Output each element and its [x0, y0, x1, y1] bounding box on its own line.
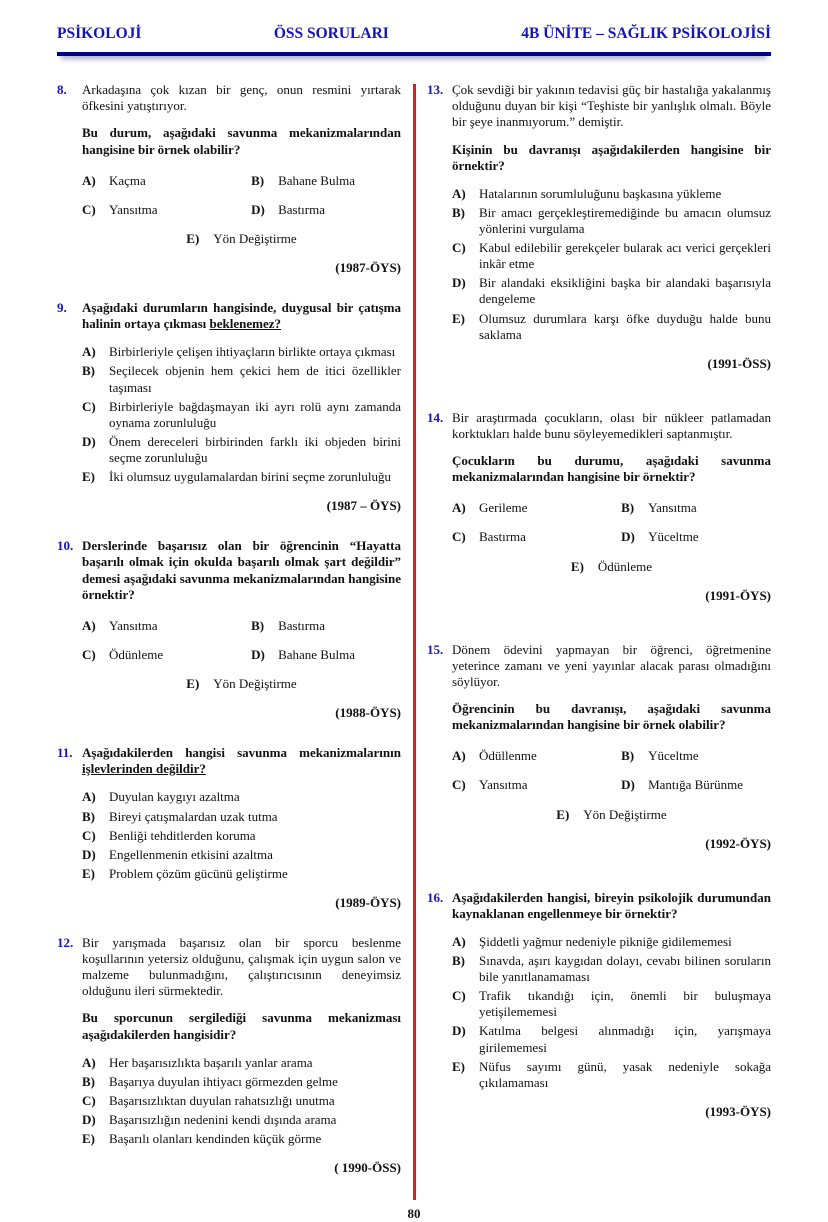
option-text: Başarısızlıktan duyulan rahatsızlığı unutma	[109, 1092, 335, 1108]
option-letter: B)	[82, 1073, 95, 1089]
option-d	[82, 847, 401, 863]
question-body	[452, 642, 771, 852]
option-letter: B)	[621, 500, 635, 516]
option-letter: D)	[82, 846, 96, 862]
option-d	[82, 1112, 401, 1128]
option-text: Duyulan kaygıyı azaltma	[109, 789, 240, 805]
option-text: Bireyi çatışmalardan uzak tutma	[109, 808, 278, 824]
header-left-title: PSİKOLOJİ	[57, 25, 142, 42]
option-letter: B)	[251, 617, 265, 633]
option-c	[82, 647, 251, 663]
option-b	[82, 809, 401, 825]
option-text: Yansıtma	[648, 500, 697, 516]
question-number: 8.	[57, 82, 67, 98]
option-letter: D)	[251, 201, 265, 217]
option-letter: E)	[186, 230, 200, 246]
option-letter: A)	[452, 185, 466, 201]
option-letter: E)	[452, 1058, 465, 1074]
option-letter: E)	[186, 675, 200, 691]
year-tag: (1991-ÖSS)	[707, 355, 771, 371]
options	[452, 748, 771, 822]
option-c	[82, 1093, 401, 1109]
option-text: Kabul edilebilir gerekçeler bularak acı verici gerçekleri inkâr etme	[479, 240, 771, 272]
option-letter: A)	[452, 748, 466, 764]
option-text: Başarılı olanları kendinden küçük görme	[109, 1131, 322, 1147]
option-letter: A)	[82, 789, 96, 805]
option-d	[621, 529, 771, 545]
option-letter: E)	[452, 310, 465, 326]
option-c	[452, 240, 771, 272]
option-letter: D)	[621, 529, 635, 545]
header-right-title: 4B ÜNİTE – SAĞLIK PSİKOLOJİSİ	[521, 25, 771, 42]
option-text: Kaçma	[109, 172, 146, 188]
option-text: Her başarısızlıkta başarılı yanlar arama	[109, 1054, 313, 1070]
page-header	[57, 24, 771, 56]
option-text: Başarıya duyulan ihtiyacı görmezden gelme	[109, 1073, 338, 1089]
option-letter: E)	[82, 865, 95, 881]
option-b	[621, 748, 771, 764]
option-text: Sınavda, aşırı kaygıdan dolayı, cevabı bilinen soruların bile yanıtlanamaması	[479, 953, 771, 985]
question-number: 15.	[427, 641, 444, 657]
option-text: Nüfus sayımı günü, yasak nedeniyle sokağa çıkılamaması	[479, 1058, 771, 1090]
option-letter: E)	[570, 558, 584, 574]
question-number: 9.	[57, 300, 67, 316]
question-prompt	[82, 125, 401, 157]
question-10	[57, 538, 401, 721]
question-prompt	[82, 745, 401, 777]
option-text: Yansıtma	[109, 201, 158, 217]
option-a	[452, 934, 771, 950]
option-c	[452, 529, 621, 545]
option-e	[452, 559, 771, 575]
prompt-text: Kişinin bu davranışı aşağıdakilerden hangisine bir örnektir?	[452, 141, 771, 173]
prompt-text: Derslerinde başarısız olan bir öğrencinin “Hayatta başarılı olmak için okulda başarılı olmak şart değildir” demesi aşağıdaki savunma mekanizmalarından hangisine örnektir?	[82, 538, 401, 602]
option-d	[621, 777, 771, 793]
question-number: 16.	[427, 889, 444, 905]
option-a	[452, 748, 621, 764]
options	[452, 500, 771, 574]
question-14	[427, 410, 771, 604]
question-prompt	[452, 453, 771, 485]
option-text: Yüceltme	[648, 529, 699, 545]
question-intro: Çok sevdiği bir yakının tedavisi güç bir hastalığa yakalanmış olduğunu duyan bir kişi “Teşhiste bir yanlışlık olmalı. Böyle bir şeye inanmıyorum.” demiştir.	[452, 82, 771, 130]
option-letter: C)	[452, 777, 466, 793]
option-text: Trafik tıkandığı için, önemli bir buluşmaya yetişilememesi	[479, 988, 771, 1020]
option-letter: A)	[82, 1054, 96, 1070]
option-text: Yansıtma	[109, 617, 158, 633]
option-letter: B)	[621, 748, 635, 764]
prompt-text: Çocukların bu durumu, aşağıdaki savunma mekanizmalarından hangisine bir örnektir?	[452, 453, 771, 485]
question-prompt	[82, 1010, 401, 1042]
option-a	[82, 344, 401, 360]
question-body	[82, 935, 401, 1176]
option-letter: A)	[82, 344, 96, 360]
option-text: Yansıtma	[479, 777, 528, 793]
option-d	[82, 434, 401, 466]
option-text: Yön Değiştirme	[213, 230, 297, 246]
option-text: Bahane Bulma	[278, 646, 355, 662]
question-9	[57, 300, 401, 514]
year-tag: (1992-ÖYS)	[705, 835, 771, 851]
option-e	[452, 1059, 771, 1091]
option-text: Olumsuz durumlara karşı öfke duyduğu halde bunu saklama	[479, 310, 771, 342]
option-text: Yön Değiştirme	[213, 675, 297, 691]
option-text: Ödünleme	[597, 558, 653, 574]
option-text: Başarısızlığın nedenini kendi dışında arama	[109, 1112, 337, 1128]
option-letter: D)	[82, 1112, 96, 1128]
option-text: Birbirleriyle bağdaşmayan iki ayrı rolü aynı zamanda oynama zorunluluğu	[109, 398, 401, 430]
question-prompt	[82, 300, 401, 332]
option-letter: D)	[82, 433, 96, 449]
question-prompt	[452, 142, 771, 174]
prompt-text: Bu durum, aşağıdaki savunma mekanizmalarından hangisine bir örnek olabilir?	[82, 125, 401, 157]
option-letter: A)	[82, 617, 96, 633]
option-b	[452, 953, 771, 985]
option-e	[82, 469, 401, 485]
option-letter: E)	[82, 469, 95, 485]
option-text: Bastırma	[278, 201, 325, 217]
option-letter: B)	[452, 204, 465, 220]
question-body	[452, 890, 771, 1120]
option-text: Bastırma	[479, 529, 526, 545]
question-intro: Bir araştırmada çocukların, olası bir nükleer patlamadan korktukları halde bunu söyleyemedikleri saptanmıştır.	[452, 409, 771, 441]
option-text: Ödünleme	[109, 646, 164, 662]
prompt-text: Öğrencinin bu davranışı, aşağıdaki savunma mekanizmalarından hangisine bir örnek olabilir?	[452, 701, 771, 733]
option-e	[452, 807, 771, 823]
option-b	[452, 205, 771, 237]
question-body	[452, 410, 771, 604]
option-text: Bahane Bulma	[278, 172, 355, 188]
option-a	[452, 500, 621, 516]
option-letter: C)	[82, 646, 96, 662]
option-text: Gerileme	[479, 500, 528, 516]
option-text: Önem dereceleri birbirinden farklı iki objeden birini seçme zorunluluğu	[109, 433, 401, 465]
right-column	[427, 82, 771, 1200]
option-text: Ödüllenme	[479, 748, 537, 764]
option-d	[251, 647, 401, 663]
option-letter: B)	[251, 172, 265, 188]
option-letter: E)	[556, 806, 570, 822]
question-intro: Arkadaşına çok kızan bir genç, onun resmini yırtarak öfkesini yatıştırıyor.	[82, 82, 401, 114]
options	[452, 934, 771, 1091]
question-intro: Dönem ödevini yapmayan bir öğrenci, öğretmenine yeterince zamanı ve yeni yayınlar alacak parası olmadığını söylüyor.	[452, 641, 771, 689]
option-letter: B)	[82, 363, 95, 379]
header-center-title: ÖSS SORULARI	[273, 25, 389, 42]
option-letter: C)	[452, 529, 466, 545]
option-e	[82, 231, 401, 247]
option-letter: E)	[82, 1131, 95, 1147]
option-text: Şiddetli yağmur nedeniyle pikniğe gidilememesi	[479, 933, 732, 949]
option-text: Mantığa Bürünme	[648, 777, 744, 793]
question-12	[57, 935, 401, 1176]
option-text: Yön Değiştirme	[583, 806, 667, 822]
option-d	[251, 202, 401, 218]
option-text: Hatalarının sorumluluğunu başkasına yükleme	[479, 185, 722, 201]
option-c	[452, 777, 621, 793]
option-a	[82, 173, 251, 189]
option-letter: A)	[452, 500, 466, 516]
options	[82, 173, 401, 247]
prompt-underlined-text: beklenemez?	[209, 316, 281, 332]
option-letter: C)	[82, 827, 96, 843]
option-letter: A)	[82, 172, 96, 188]
option-c	[82, 399, 401, 431]
option-d	[452, 275, 771, 307]
option-c	[82, 828, 401, 844]
option-b	[82, 363, 401, 395]
option-text: Bir alandaki eksikliğini başka bir alandaki başarısıyla dengeleme	[479, 275, 771, 307]
prompt-text: Aşağıdakilerden hangisi savunma mekanizmalarının	[82, 745, 401, 761]
option-text: Engellenmenin etkisini azaltma	[109, 846, 273, 862]
option-text: Bir amacı gerçekleştiremediğinde bu amacın olumsuz yönlerini vurgulama	[479, 204, 771, 236]
content-columns	[57, 82, 771, 1200]
option-e	[82, 676, 401, 692]
option-text: Seçilecek objenin hem çekici hem de itici özellikler taşıması	[109, 363, 401, 395]
option-letter: A)	[452, 933, 466, 949]
option-letter: D)	[452, 275, 466, 291]
left-column	[57, 82, 401, 1200]
prompt-text: Bu sporcunun sergilediği savunma mekanizması aşağıdakilerden hangisidir?	[82, 1010, 401, 1042]
option-letter: C)	[82, 201, 96, 217]
option-e	[82, 866, 401, 882]
question-number: 12.	[57, 935, 74, 951]
year-tag: (1993-ÖYS)	[705, 1103, 771, 1119]
options	[82, 789, 401, 882]
option-text: İki olumsuz uygulamalardan birini seçme zorunluluğu	[109, 469, 391, 485]
question-body	[452, 82, 771, 372]
option-a	[82, 789, 401, 805]
option-d	[452, 1023, 771, 1055]
option-text: Yüceltme	[648, 748, 699, 764]
option-b	[82, 1074, 401, 1090]
option-letter: B)	[452, 953, 465, 969]
year-tag: (1991-ÖYS)	[705, 587, 771, 603]
option-letter: D)	[621, 777, 635, 793]
option-b	[621, 500, 771, 516]
question-11	[57, 745, 401, 911]
year-tag: (1987 – ÖYS)	[326, 498, 401, 514]
option-a	[82, 1055, 401, 1071]
question-15	[427, 642, 771, 852]
question-number: 14.	[427, 409, 444, 425]
question-body	[82, 300, 401, 514]
option-e	[452, 311, 771, 343]
question-body	[82, 82, 401, 276]
question-body	[82, 745, 401, 911]
year-tag: (1988-ÖYS)	[335, 705, 401, 721]
question-16	[427, 890, 771, 1120]
options	[82, 618, 401, 692]
column-divider	[413, 84, 416, 1200]
question-prompt	[82, 538, 401, 602]
question-number: 10.	[57, 538, 74, 554]
option-c	[82, 202, 251, 218]
question-intro: Bir yarışmada başarısız olan bir sporcu beslenme koşullarının yetersiz olduğunu, çalışmak için uygun salon ve malzeme bulunmadığını, çalıştırıcısının deneyimsiz olduğunu ileri sürmektedir.	[82, 935, 401, 999]
option-letter: D)	[251, 646, 265, 662]
question-prompt	[452, 890, 771, 922]
year-tag: (1989-ÖYS)	[335, 894, 401, 910]
options	[452, 186, 771, 343]
options	[82, 1055, 401, 1148]
option-b	[251, 173, 401, 189]
question-8	[57, 82, 401, 276]
year-tag: (1987-ÖYS)	[335, 259, 401, 275]
option-text: Katılma belgesi alınmadığı için, yarışmaya girilememesi	[479, 1023, 771, 1055]
question-number: 13.	[427, 82, 444, 98]
option-letter: B)	[82, 808, 95, 824]
option-e	[82, 1131, 401, 1147]
option-c	[452, 988, 771, 1020]
question-number: 11.	[57, 745, 73, 761]
question-13	[427, 82, 771, 372]
prompt-underlined-text: işlevlerinden değildir?	[82, 761, 206, 777]
option-text: Birbirleriyle çelişen ihtiyaçların birlikte ortaya çıkması	[109, 344, 396, 360]
option-letter: C)	[452, 988, 466, 1004]
question-body	[82, 538, 401, 721]
prompt-text: Aşağıdaki durumların hangisinde, duygusal bir çatışma halinin ortaya çıkması	[82, 300, 401, 332]
option-letter: C)	[82, 398, 96, 414]
prompt-text: Aşağıdakilerden hangisi, bireyin psikolojik durumundan kaynaklanan engellenmeye bir örnektir?	[452, 889, 771, 921]
option-text: Benliği tehditlerden koruma	[109, 827, 256, 843]
option-a	[452, 186, 771, 202]
year-tag: ( 1990-ÖSS)	[334, 1160, 401, 1176]
options	[82, 344, 401, 485]
option-text: Bastırma	[278, 617, 325, 633]
option-text: Problem çözüm gücünü geliştirme	[109, 865, 288, 881]
option-letter: D)	[452, 1023, 466, 1039]
option-letter: C)	[82, 1092, 96, 1108]
option-b	[251, 618, 401, 634]
page-number: 80	[407, 1206, 421, 1222]
option-a	[82, 618, 251, 634]
question-prompt	[452, 701, 771, 733]
option-letter: C)	[452, 240, 466, 256]
